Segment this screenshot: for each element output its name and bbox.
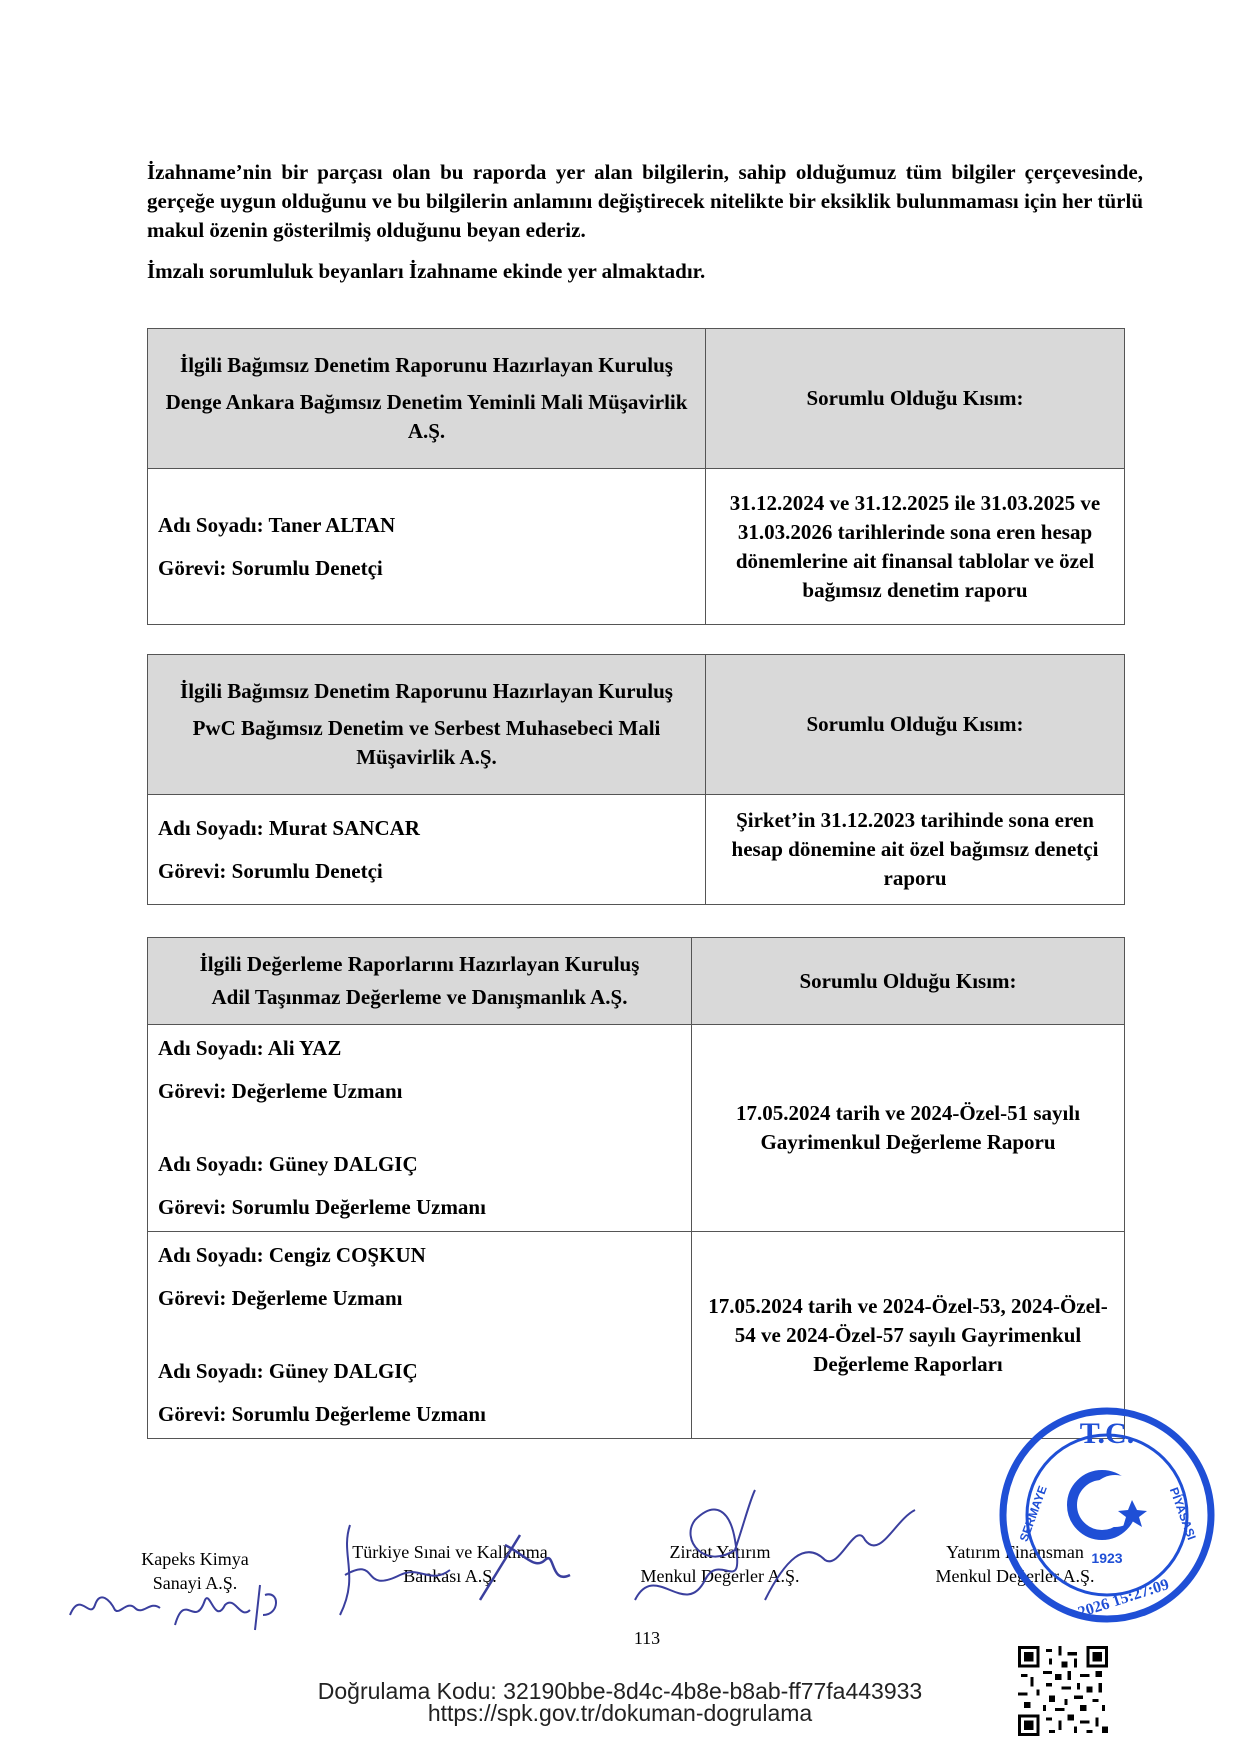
intro-text bbox=[147, 158, 1143, 298]
signatory-line: Kapeks Kimya bbox=[141, 1549, 249, 1569]
header-title: İlgili Bağımsız Denetim Raporunu Hazırlayan Kuruluş bbox=[180, 353, 673, 377]
table-header-institution bbox=[148, 329, 706, 469]
person-name: Adı Soyadı: Taner ALTAN bbox=[158, 512, 396, 537]
table-header-responsibility: Sorumlu Olduğu Kısım: bbox=[706, 329, 1125, 469]
person-name: Adı Soyadı: Murat SANCAR bbox=[158, 815, 420, 840]
person-role: Görevi: Değerleme Uzmanı bbox=[158, 1286, 403, 1310]
signature-tskb bbox=[320, 1515, 580, 1625]
page-number: 113 bbox=[633, 1628, 661, 1648]
seal-timestamp: 2026 15:27:09 bbox=[1075, 1576, 1172, 1622]
header-organization: Denge Ankara Bağımsız Denetim Yeminli Mali Müşavirlik A.Ş. bbox=[165, 390, 688, 443]
intro-note: İmzalı sorumluluk beyanları İzahname ekinde yer almaktadır. bbox=[147, 259, 706, 283]
seal-top-text: T.C. bbox=[1079, 1417, 1135, 1450]
responsibility-cell: Şirket’in 31.12.2023 tarihinde sona eren hesap dönemine ait özel bağımsız denetçi raporu bbox=[706, 795, 1125, 905]
signatory-line: Menkul Değerler A.Ş. bbox=[935, 1566, 1095, 1586]
signature-kapeks bbox=[65, 1570, 285, 1640]
seal-arc-left: SERMAYE bbox=[1016, 1483, 1050, 1544]
signatory-line: Sanayi A.Ş. bbox=[152, 1573, 238, 1593]
signatory-line: Ziraat Yatırım bbox=[669, 1542, 771, 1562]
person-role: Görevi: Sorumlu Değerleme Uzmanı bbox=[158, 1195, 486, 1219]
official-seal bbox=[997, 1405, 1217, 1625]
signature-ziraat-yf bbox=[625, 1480, 925, 1630]
person-role: Görevi: Sorumlu Değerleme Uzmanı bbox=[158, 1402, 486, 1426]
verification-url[interactable]: https://spk.gov.tr/dokuman-dogrulama bbox=[427, 1700, 813, 1726]
table-header-responsibility: Sorumlu Olduğu Kısım: bbox=[706, 655, 1125, 795]
table-header-institution bbox=[148, 938, 692, 1025]
signatory-line: Menkul Değerler A.Ş. bbox=[640, 1566, 800, 1586]
header-organization: PwC Bağımsız Denetim ve Serbest Muhasebeci Mali Müşavirlik A.Ş. bbox=[192, 716, 661, 769]
signatory-line: Türkiye Sınai ve Kalkınma bbox=[352, 1542, 548, 1562]
person-name: Adı Soyadı: Cengiz COŞKUN bbox=[158, 1243, 426, 1267]
table-person-cell bbox=[148, 795, 706, 905]
seal-arc-right: PİYASASI bbox=[1166, 1485, 1199, 1542]
valuation-table-adil bbox=[147, 937, 1125, 1439]
audit-table-denge bbox=[147, 328, 1125, 625]
table-header-institution bbox=[148, 655, 706, 795]
responsibility-cell: 17.05.2024 tarih ve 2024-Özel-53, 2024-Özel-54 ve 2024-Özel-57 sayılı Gayrimenkul Değerleme Raporları bbox=[692, 1232, 1125, 1439]
verification-footer bbox=[290, 1680, 950, 1724]
table-person-cell bbox=[148, 1025, 692, 1232]
header-title: İlgili Bağımsız Denetim Raporunu Hazırlayan Kuruluş bbox=[180, 679, 673, 703]
seal-year: 1923 bbox=[1091, 1550, 1123, 1566]
signatory-line: Bankası A.Ş. bbox=[403, 1566, 497, 1586]
responsibility-cell: 31.12.2024 ve 31.12.2025 ile 31.03.2025 ve 31.03.2026 tarihlerinde sona eren hesap dönemlerine ait finansal tablolar ve özel bağımsız denetim raporu bbox=[706, 469, 1125, 625]
audit-table-pwc bbox=[147, 654, 1125, 905]
table-person-cell bbox=[148, 469, 706, 625]
signatory-line: Yatırım Finansman bbox=[946, 1542, 1084, 1562]
person-role: Görevi: Sorumlu Denetçi bbox=[158, 858, 383, 883]
verification-code: Doğrulama Kodu: 32190bbe-8d4c-4b8e-b8ab-ff77fa443933 bbox=[317, 1678, 923, 1704]
responsibility-cell: 17.05.2024 tarih ve 2024-Özel-51 sayılı Gayrimenkul Değerleme Raporu bbox=[692, 1025, 1125, 1232]
person-role: Görevi: Değerleme Uzmanı bbox=[158, 1079, 403, 1103]
table-header-responsibility: Sorumlu Olduğu Kısım: bbox=[692, 938, 1125, 1025]
header-organization: Adil Taşınmaz Değerleme ve Danışmanlık A.Ş. bbox=[211, 985, 628, 1009]
table-person-cell bbox=[148, 1232, 692, 1439]
person-name: Adı Soyadı: Ali YAZ bbox=[158, 1036, 342, 1060]
header-title: İlgili Değerleme Raporlarını Hazırlayan Kuruluş bbox=[199, 952, 640, 976]
qr-code-icon bbox=[1018, 1646, 1108, 1736]
person-name: Adı Soyadı: Güney DALGIÇ bbox=[158, 1359, 418, 1383]
person-name: Adı Soyadı: Güney DALGIÇ bbox=[158, 1152, 418, 1176]
intro-paragraph: İzahname’nin bir parçası olan bu raporda yer alan bilgilerin, sahip olduğumuz tüm bilgiler çerçevesinde, gerçeğe uygun olduğunu ve bu bilgilerin anlamını değiştirecek nitelikte bir eksiklik bulunmaması için her türlü makul özenin gösterilmiş olduğunu beyan ederiz. bbox=[147, 160, 1143, 242]
person-role: Görevi: Sorumlu Denetçi bbox=[158, 555, 383, 580]
